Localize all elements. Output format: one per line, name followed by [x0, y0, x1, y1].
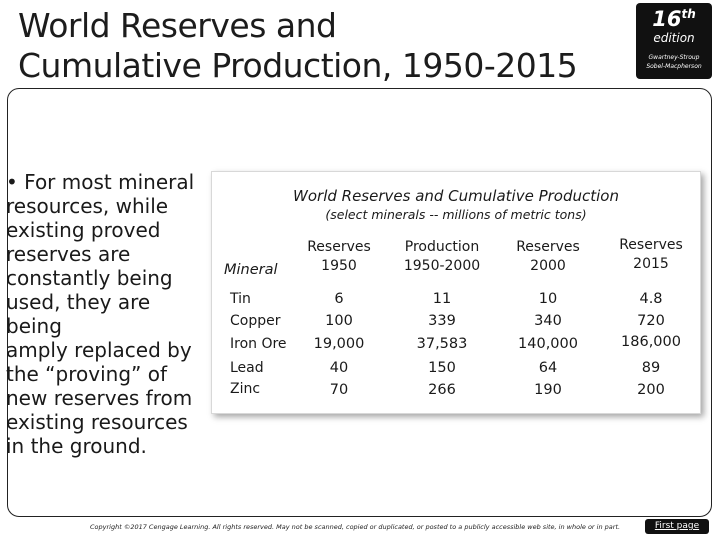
cell: 339 [428, 313, 456, 329]
cell: 11 [432, 291, 452, 307]
table-subtitle: (select minerals -- millions of metric tons) [325, 207, 587, 222]
row-label-lead: Lead [230, 360, 264, 376]
cell: 70 [329, 382, 349, 398]
cell: 19,000 [313, 336, 365, 352]
edition-authors: Gwartney-Stroup Sobel-Macpherson [646, 54, 702, 70]
cell: 200 [637, 382, 665, 398]
cell: 40 [329, 360, 349, 376]
mineral-header: Mineral [224, 262, 278, 278]
table-title: World Reserves and Cumulative Production [293, 187, 619, 205]
copyright-notice: Copyright ©2017 Cengage Learning. All rights reserved. May not be scanned, copied or duplicated, or posted to a publicly accessible web site, in whole or in part. [90, 523, 621, 531]
row-label-tin: Tin [230, 291, 251, 307]
cell: 100 [325, 313, 353, 329]
edition-word: edition [653, 31, 695, 45]
cell: 4.8 [639, 291, 663, 307]
edition-number: 16th [652, 7, 696, 31]
column-header-reserves-1950: Reserves 1950 [307, 239, 371, 274]
cell: 266 [428, 382, 456, 398]
cell: 64 [538, 360, 558, 376]
row-label-iron-ore: Iron Ore [230, 336, 287, 352]
bullet-text: • For most mineral resources, while existing proved reserves are constantly being used, they are being amply replaced by the “proving” of new reserves from existing resources in the ground. [6, 170, 195, 458]
slide-title: World Reserves and Cumulative Production, 1950-2015 [18, 6, 578, 85]
cell: 37,583 [416, 336, 468, 352]
cell: 6 [334, 291, 344, 307]
cell: 89 [641, 360, 661, 376]
cell: 140,000 [518, 336, 578, 352]
row-label-zinc: Zinc [230, 381, 261, 397]
column-header-reserves-2000: Reserves 2000 [516, 239, 580, 274]
cell: 150 [428, 360, 456, 376]
cell: 720 [637, 313, 665, 329]
cell: 10 [538, 291, 558, 307]
cell: 340 [534, 313, 562, 329]
row-label-copper: Copper [230, 313, 281, 329]
column-header-reserves-2015: Reserves 2015 [619, 237, 683, 272]
first-page-link[interactable]: First page [645, 519, 709, 534]
column-header-production: Production 1950-2000 [403, 239, 481, 274]
reserves-table [211, 171, 701, 414]
edition-badge [636, 3, 712, 79]
cell: 186,000 [621, 334, 681, 350]
cell: 190 [534, 382, 562, 398]
